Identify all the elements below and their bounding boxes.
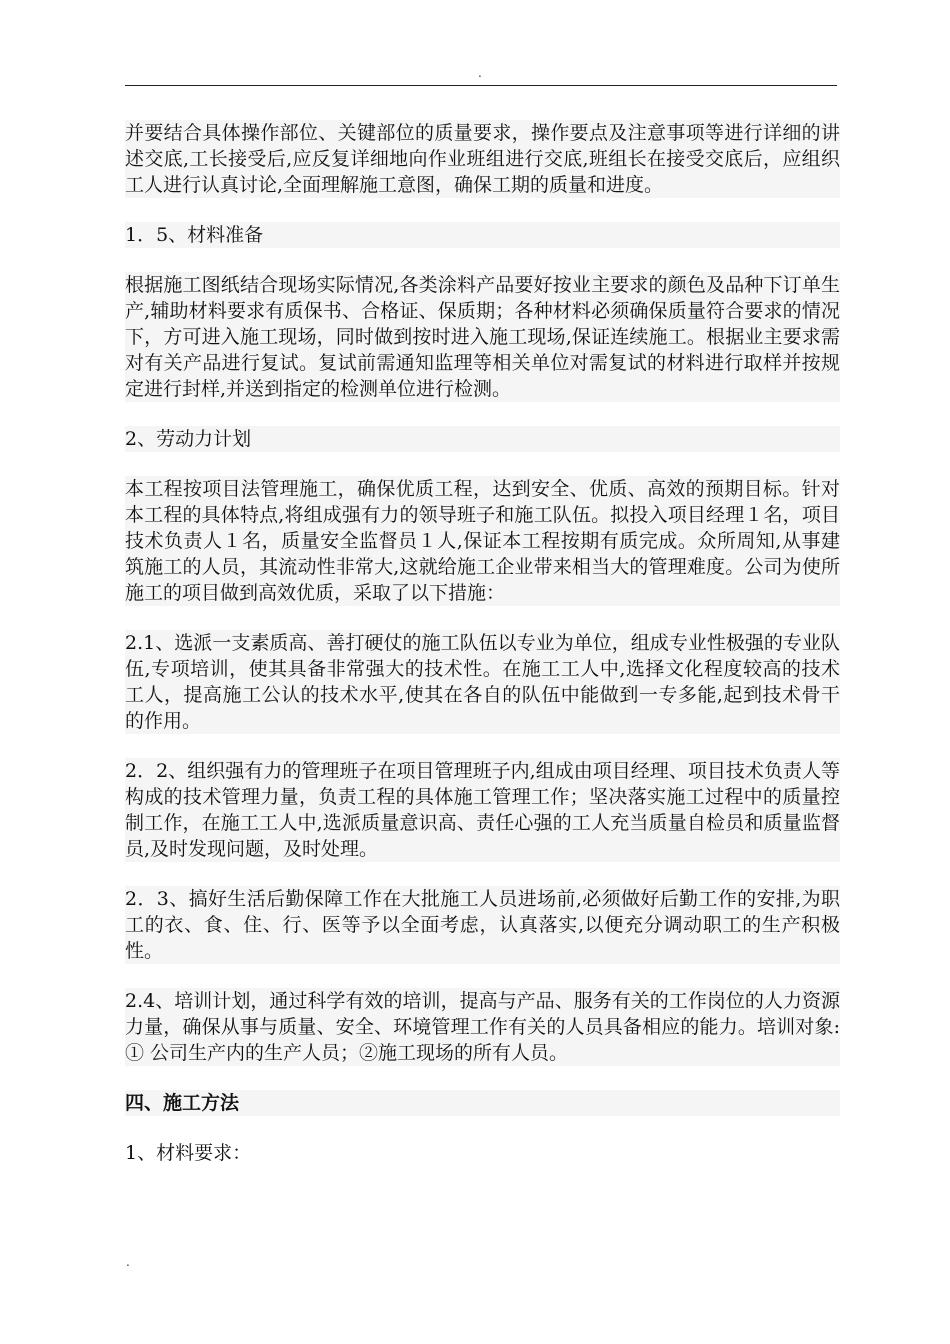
- paragraph-2-1: 2.1、选派一支素质高、善打硬仗的施工队伍以专业为单位，组成专业性极强的专业队伍,专项培训，使其具备非常强大的技术性。在施工工人中,选择文化程度较高的技术工人，提高施工公认的技术水平,使其在各自的队伍中能做到一专多能,起到技术骨干的作用。: [125, 632, 840, 732]
- subheading-material-requirements: 1、材料要求：: [125, 1142, 252, 1164]
- paragraph-labor-plan: 本工程按项目法管理施工，确保优质工程，达到安全、优质、高效的预期目标。针对本工程的具体特点,将组成强有力的领导班子和施工队伍。拟投入项目经理１名，项目技术负责人１名，质量安全监督员１人,保证本工程按期有质完成。众所周知,从事建筑施工的人员，其流动性非常大,这就给施工企业带来相当大的管理难度。公司为使所施工的项目做到高效优质，采取了以下措施：: [125, 478, 840, 604]
- paragraph-2-3: 2．3、搞好生活后勤保障工作在大批施工人员进场前,必须做好后勤工作的安排,为职工的衣、食、住、行、医等予以全面考虑，认真落实,以便充分调动职工的生产积极性。: [125, 888, 840, 962]
- paragraph-2-2: 2．2、组织强有力的管理班子在项目管理班子内,组成由项目经理、项目技术负责人等构成的技术管理力量，负责工程的具体施工管理工作；坚决落实施工过程中的质量控制工作，在施工工人中,选派质量意识高、责任心强的工人充当质量自检员和质量监督员,及时发现问题，及时处理。: [125, 760, 840, 860]
- heading-material-prep: 1．5、材料准备: [125, 222, 840, 248]
- header-mark: .: [478, 66, 482, 80]
- section-heading: 四、施工方法: [125, 1090, 840, 1116]
- paragraph-material-prep: 根据施工图纸结合现场实际情况,各类涂料产品要好按业主要求的颜色及品种下订单生产,辅助材料要求有质保书、合格证、保质期；各种材料必须确保质量符合要求的情况下，方可进入施工现场，同时做到按时进入施工现场,保证连续施工。根据业主要求需对有关产品进行复试。复试前需通知监理等相关单位对需复试的材料进行取样并按规定进行封样,并送到指定的检测单位进行检测。: [125, 274, 840, 400]
- paragraph-intro: 并要结合具体操作部位、关键部位的质量要求，操作要点及注意事项等进行详细的讲述交底,工长接受后,应反复详细地向作业班组进行交底,班组长在接受交底后，应组织工人进行认真讨论,全面理解施工意图，确保工期的质量和进度。: [125, 122, 840, 196]
- footer-mark: .: [126, 1255, 130, 1269]
- document-body: [125, 120, 840, 1166]
- heading-labor-plan: 2、劳动力计划: [125, 426, 840, 452]
- header-rule: [125, 85, 837, 86]
- paragraph-2-4: 2.4、培训计划，通过科学有效的培训，提高与产品、服务有关的工作岗位的人力资源力量，确保从事与质量、安全、环境管理工作有关的人员具备相应的能力。培训对象:① 公司生产内的生产人员；②施工现场的所有人员。: [125, 990, 840, 1064]
